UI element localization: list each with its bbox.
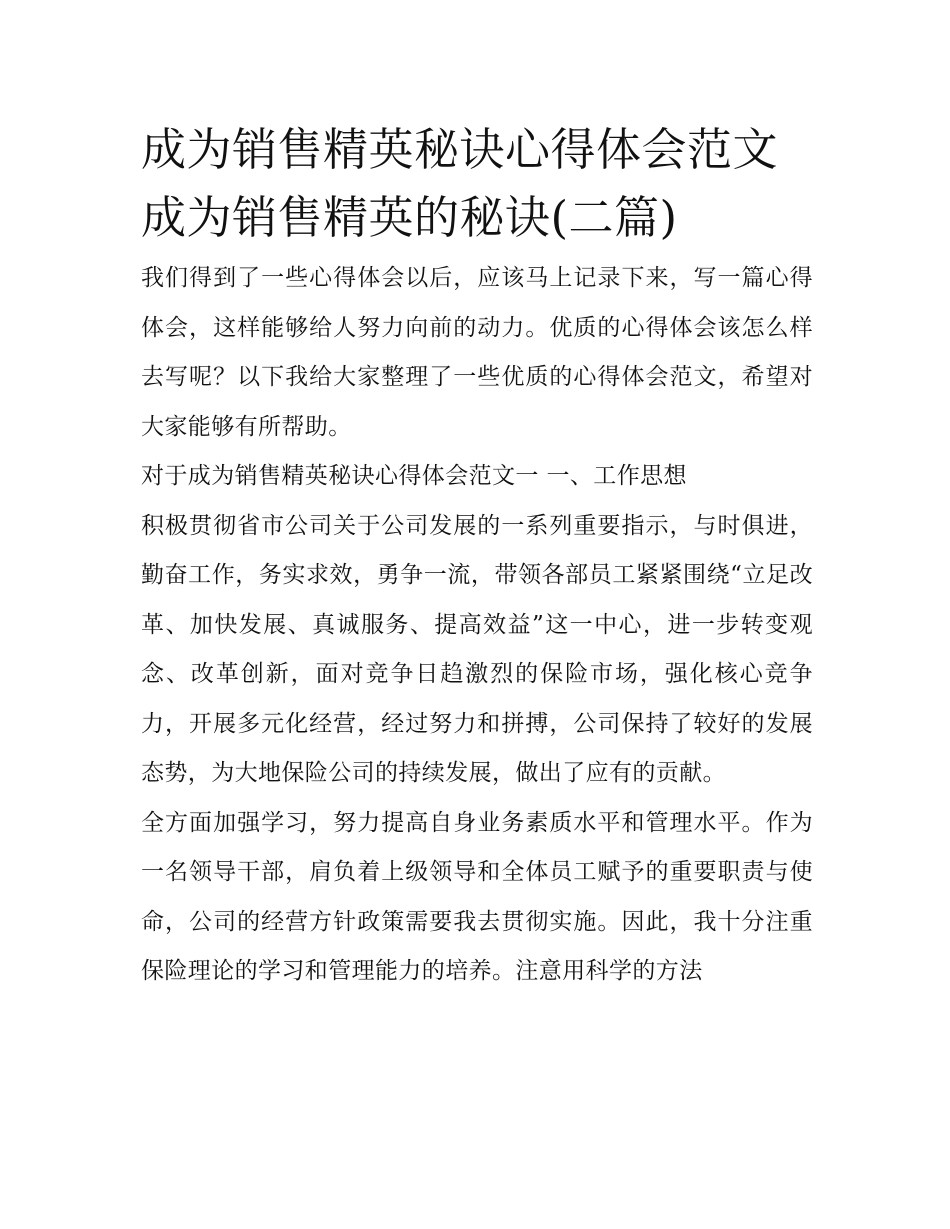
document-page	[141, 116, 813, 997]
document-title: 成为销售精英秘诀心得体会范文 成为销售精英的秘诀(二篇)	[141, 123, 779, 244]
body-paragraph: 全方面加强学习，努力提高自身业务素质水平和管理水平。作为一名领导干部，肩负着上级领导和全体员工赋予的重要职责与使命，公司的经营方针政策需要我去贯彻实施。因此，我十分注重保险理论的学习和管理能力的培养。注意用科学的方法	[141, 809, 813, 984]
intro-paragraph: 我们得到了一些心得体会以后，应该马上记录下来，写一篇心得体会，这样能够给人努力向前的动力。优质的心得体会该怎么样去写呢？以下我给大家整理了一些优质的心得体会范文，希望对大家能够有所帮助。	[141, 265, 813, 440]
section-heading: 对于成为销售精英秘诀心得体会范文一 一、工作思想	[141, 463, 687, 489]
body-paragraph: 积极贯彻省市公司关于公司发展的一系列重要指示，与时俱进，勤奋工作，务实求效，勇争一流，带领各部员工紧紧围绕“立足改革、加快发展、真诚服务、提高效益”这一中心，进一步转变观念、改革创新，面对竞争日趋激烈的保险市场，强化核心竞争力，开展多元化经营，经过努力和拼搏，公司保持了较好的发展态势，为大地保险公司的持续发展，做出了应有的贡献。	[141, 512, 813, 786]
